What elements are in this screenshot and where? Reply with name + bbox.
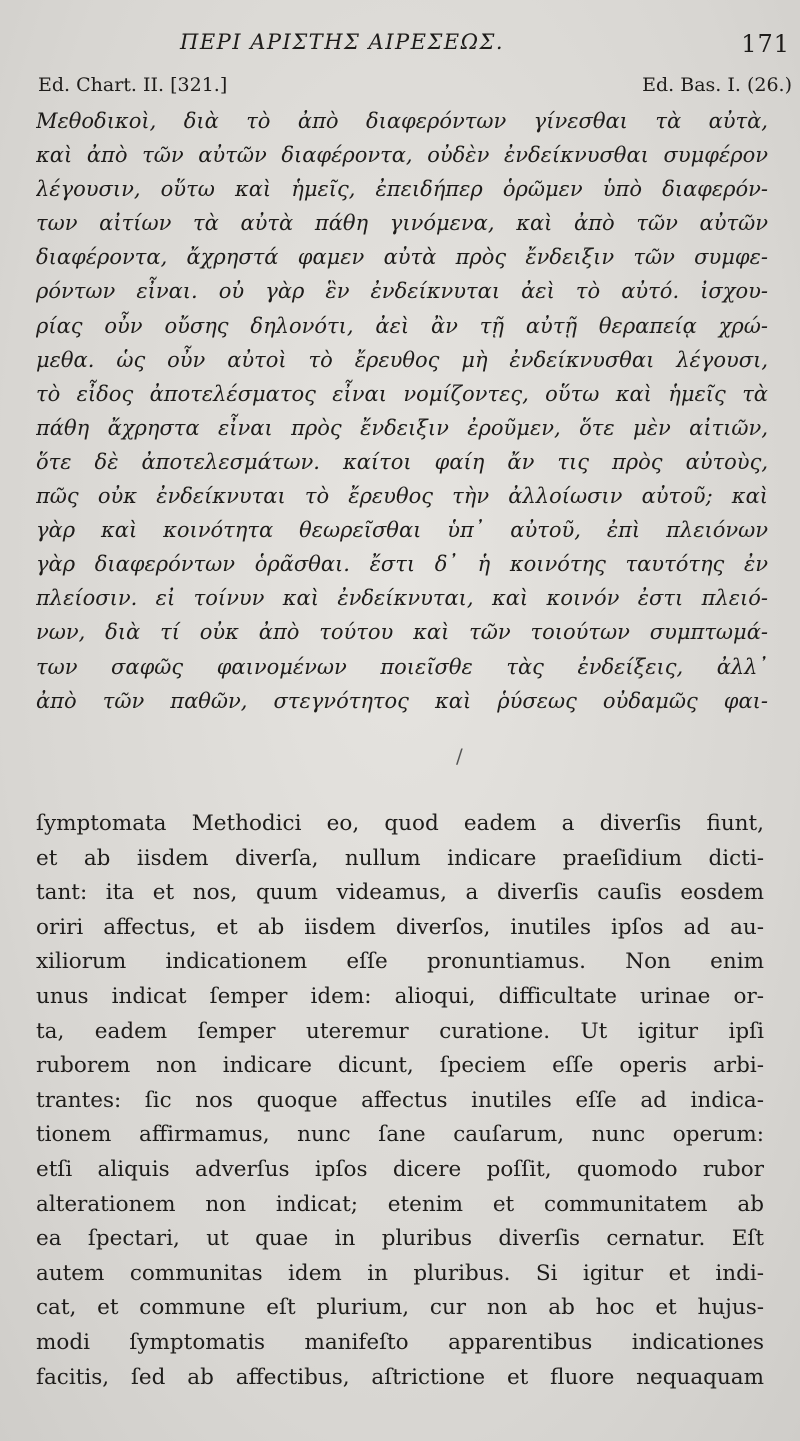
greek-text-block xyxy=(36,104,768,718)
latin-text-line: ea ſpectari, ut quae in pluribus diverſis cernatur. Eſt xyxy=(36,1226,764,1252)
greek-text-line: πάθη ἄχρηστα εἶναι πρὸς ἔνδειξιν ἐροῦμεν, ὅτε μὲν αἰτιῶν, xyxy=(36,415,768,440)
latin-text-line: etſi aliquis adverſus ipſos dicere poſſit, quomodo rubor xyxy=(36,1156,764,1182)
latin-text-line: tionem affirmamus, nunc ſane cauſarum, nunc operum: xyxy=(36,1122,764,1148)
greek-text-line: διαφέροντα, ἄχρηστά φαμεν αὐτὰ πρὸς ἔνδειξιν τῶν συμφε- xyxy=(36,245,768,270)
latin-text-line: ta, eadem ſemper uteremur curatione. Ut igitur ipſi xyxy=(36,1018,764,1044)
greek-text-line: ρίας οὖν οὔσης δηλονότι, ἀεὶ ἂν τῇ αὐτῇ θεραπείᾳ χρώ- xyxy=(36,313,768,338)
greek-text-line: Μεθοδικοὶ, διὰ τὸ ἀπὸ διαφερόντων γίνεσθαι τὰ αὐτὰ, xyxy=(36,109,768,133)
latin-text-block xyxy=(36,807,764,1395)
edition-reference-right: Ed. Bas. I. (26.) xyxy=(642,74,792,96)
running-head-title: ΠΕΡΙ ΑΡΙΣΤΗΣ ΑΙΡΕΣΕΩΣ. xyxy=(180,30,505,54)
latin-text-line: cat, et commune eſt plurium, cur non ab hoc et hujus- xyxy=(36,1295,764,1321)
latin-text-line: alterationem non indicat; etenim et communitatem ab xyxy=(36,1191,764,1217)
greek-text-line: των αἰτίων τὰ αὐτὰ πάθη γινόμενα, καὶ ἀπὸ τῶν αὐτῶν xyxy=(36,211,768,236)
latin-text-line: trantes: ſic nos quoque affectus inutiles eſſe ad indica- xyxy=(36,1087,764,1113)
latin-text-line: modi ſymptomatis manifeſto apparentibus indicationes xyxy=(36,1329,764,1355)
greek-text-line: ὅτε δὲ ἀποτελεσμάτων. καίτοι φαίη ἄν τις πρὸς αὐτοὺς, xyxy=(36,449,768,474)
latin-text-line: et ab iisdem diverſa, nullum indicare praeſidium dicti- xyxy=(36,845,764,871)
latin-text-line: unus indicat ſemper idem: alioqui, difficultate urinae or- xyxy=(36,983,764,1009)
greek-text-line: ἀπὸ τῶν παθῶν, στεγνότητος καὶ ῥύσεως οὐδαμῶς φαι- xyxy=(36,688,768,713)
latin-text-line: xiliorum indicationem eſſe pronuntiamus. Non enim xyxy=(36,949,764,975)
greek-text-line: νων, διὰ τί οὐκ ἀπὸ τούτου καὶ τῶν τοιούτων συμπτωμά- xyxy=(36,620,768,645)
page-number: 171 xyxy=(741,30,790,58)
latin-text-line: facitis, ſed ab affectibus, aſtrictione et fluore nequaquam xyxy=(36,1364,764,1390)
edition-reference-left: Ed. Chart. II. [321.] xyxy=(38,74,228,96)
greek-text-line: μεθα. ὡς οὖν αὐτοὶ τὸ ἔρευθος μὴ ἐνδείκνυσθαι λέγουσι, xyxy=(36,347,768,372)
latin-text-line: tant: ita et nos, quum videamus, a diverſis cauſis eosdem xyxy=(36,880,764,906)
greek-text-line: πῶς οὐκ ἐνδείκνυται τὸ ἔρευθος τὴν ἀλλοίωσιν αὐτοῦ; καὶ xyxy=(36,484,768,509)
latin-text-line: oriri affectus, et ab iisdem diverſos, inutiles ipſos ad au- xyxy=(36,914,764,940)
greek-text-line: καὶ ἀπὸ τῶν αὐτῶν διαφέροντα, οὐδὲν ἐνδείκνυσθαι συμφέρον xyxy=(36,143,768,168)
running-head xyxy=(0,30,800,64)
greek-text-line: ρόντων εἶναι. οὐ γὰρ ἓν ἐνδείκνυται ἀεὶ τὸ αὐτό. ἰσχου- xyxy=(36,279,768,304)
greek-text-line: γὰρ καὶ κοινότητα θεωρεῖσθαι ὑπ᾽ αὐτοῦ, ἐπὶ πλειόνων xyxy=(36,518,768,543)
edition-references xyxy=(0,74,800,102)
latin-text-line: ſymptomata Methodici eo, quod eadem a diverſis fiunt, xyxy=(36,811,764,836)
separator-mark: / xyxy=(456,744,463,768)
greek-text-line: πλείοσιν. εἰ τοίνυν καὶ ἐνδείκνυται, καὶ κοινόν ἐστι πλειό- xyxy=(36,586,768,611)
latin-text-line: ruborem non indicare dicunt, ſpeciem eſſe operis arbi- xyxy=(36,1053,764,1079)
greek-text-line: των σαφῶς φαινομένων ποιεῖσθε τὰς ἐνδείξεις, ἀλλ᾽ xyxy=(36,654,768,679)
greek-text-line: γὰρ διαφερόντων ὁρᾶσθαι. ἔστι δ᾽ ἡ κοινότης ταυτότης ἐν xyxy=(36,552,768,577)
latin-text-line: autem communitas idem in pluribus. Si igitur et indi- xyxy=(36,1260,764,1286)
greek-text-line: τὸ εἶδος ἀποτελέσματος εἶναι νομίζοντες, οὕτω καὶ ἡμεῖς τὰ xyxy=(36,381,768,406)
greek-text-line: λέγουσιν, οὕτω καὶ ἡμεῖς, ἐπειδήπερ ὁρῶμεν ὑπὸ διαφερόν- xyxy=(36,177,768,202)
